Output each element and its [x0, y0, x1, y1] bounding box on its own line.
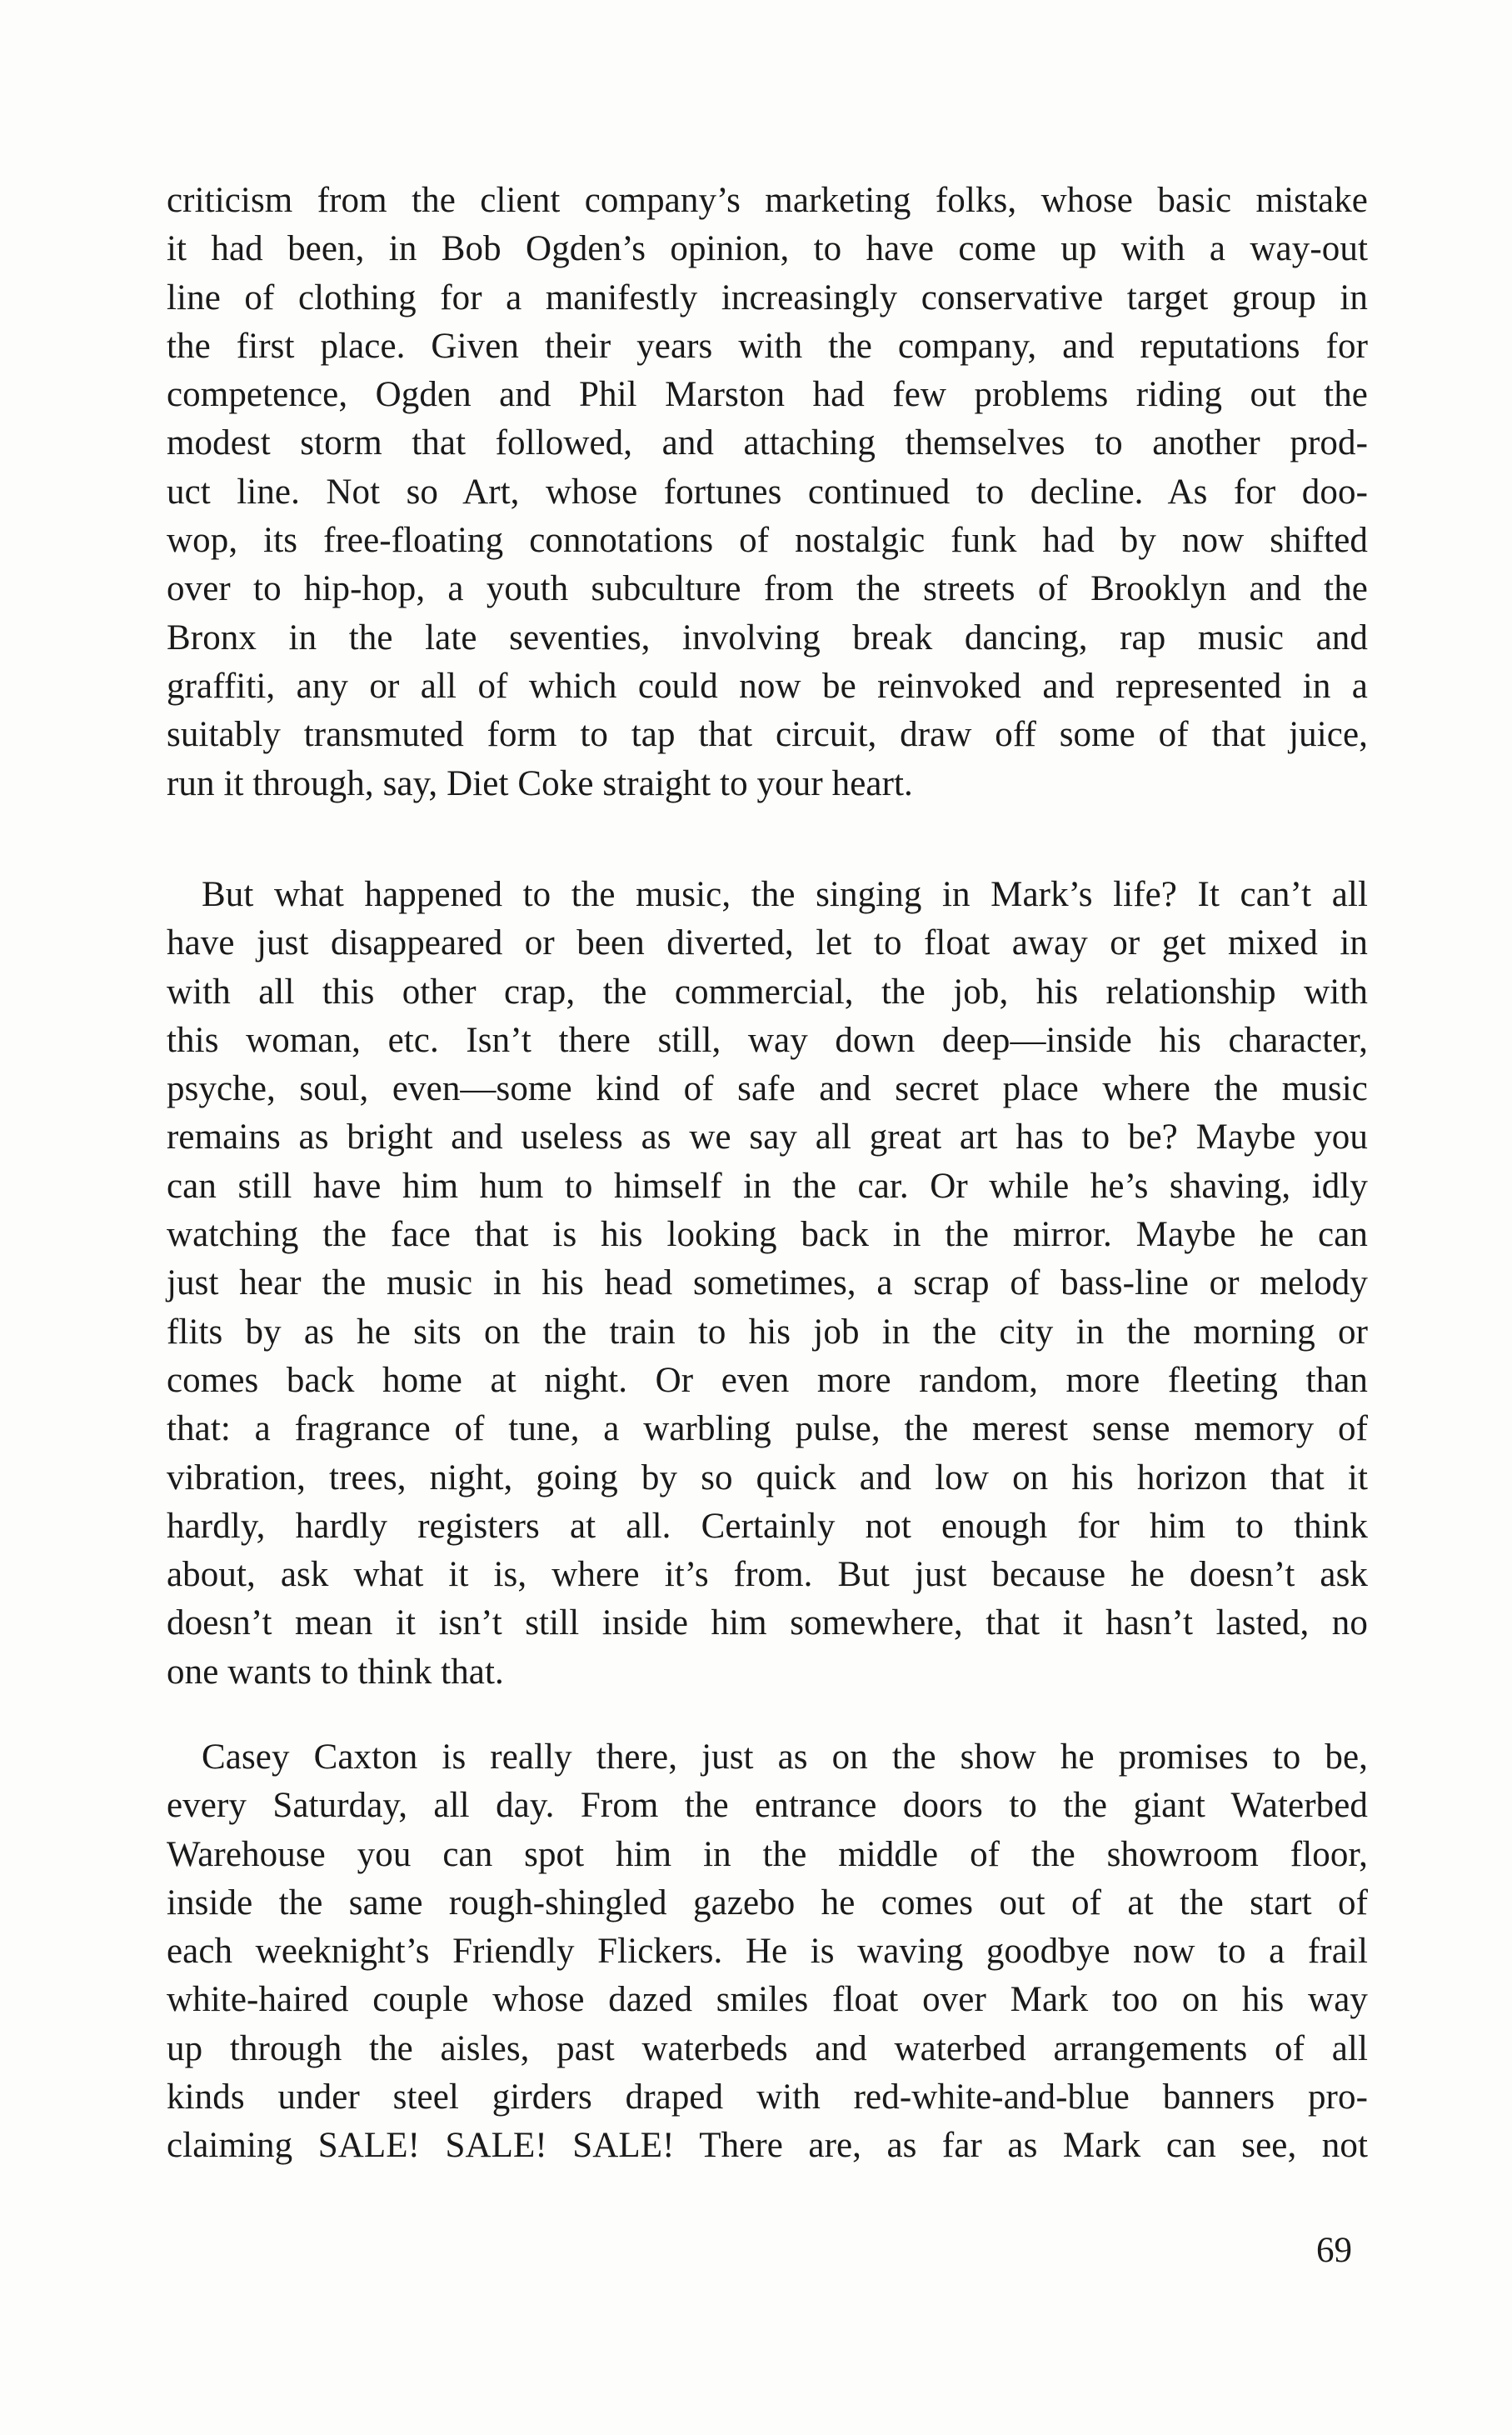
text-line: this woman, etc. Isn’t there still, way down deep—inside his character,: [167, 1020, 1368, 1060]
text-line: every Saturday, all day. From the entrance doors to the giant Waterbed: [167, 1786, 1368, 1826]
text-line: modest storm that followed, and attaching themselves to another prod-: [167, 423, 1368, 463]
text-line: up through the aisles, past waterbeds and waterbed arrangements of all: [167, 2028, 1368, 2068]
text-line: Bronx in the late seventies, involving break dancing, rap music and: [167, 618, 1368, 658]
paragraph-2: [167, 871, 1368, 1697]
text-line: vibration, trees, night, going by so quick and low on his horizon that it: [167, 1458, 1368, 1498]
text-line: have just disappeared or been diverted, let to float away or get mixed in: [167, 923, 1368, 963]
text-line: But what happened to the music, the singing in Mark’s life? It can’t all: [202, 875, 1368, 914]
text-line: hardly, hardly registers at all. Certainly not enough for him to think: [167, 1506, 1368, 1546]
text-line: inside the same rough-shingled gazebo he comes out of at the start of: [167, 1882, 1368, 1922]
text-line: Casey Caxton is really there, just as on the show he promises to be,: [202, 1738, 1368, 1777]
text-line: the first place. Given their years with the company, and reputations for: [167, 326, 1368, 366]
text-line: flits by as he sits on the train to his job in the city in the morning or: [167, 1312, 1368, 1352]
text-line: watching the face that is his looking back in the mirror. Maybe he can: [167, 1215, 1368, 1255]
page-number: 69: [1316, 2231, 1352, 2270]
text-line: line of clothing for a manifestly increasingly conservative target group in: [167, 278, 1368, 318]
text-line: white-haired couple whose dazed smiles float over Mark too on his way: [167, 1980, 1368, 2020]
text-line: Warehouse you can spot him in the middle of the showroom floor,: [167, 1834, 1368, 1874]
text-line: claiming SALE! SALE! SALE! There are, as far as Mark can see, not: [167, 2126, 1368, 2166]
text-line: with all this other crap, the commercial, the job, his relationship with: [167, 972, 1368, 1012]
text-line: over to hip-hop, a youth subculture from the streets of Brooklyn and the: [167, 569, 1368, 609]
text-line: wop, its free-floating connotations of nostalgic funk had by now shifted: [167, 521, 1368, 561]
paragraph-1: [167, 177, 1368, 808]
text-line: that: a fragrance of tune, a warbling pulse, the merest sense memory of: [167, 1409, 1368, 1449]
text-line: just hear the music in his head sometimes, a scrap of bass-line or melody: [167, 1263, 1368, 1303]
text-line: about, ask what it is, where it’s from. But just because he doesn’t ask: [167, 1555, 1368, 1595]
text-line: run it through, say, Diet Coke straight to your heart.: [167, 763, 913, 803]
text-line: graffiti, any or all of which could now be reinvoked and represented in a: [167, 666, 1368, 706]
text-line: one wants to think that.: [167, 1652, 504, 1692]
text-line: doesn’t mean it isn’t still inside him somewhere, that it hasn’t lasted, no: [167, 1603, 1368, 1643]
text-line: criticism from the client company’s marketing folks, whose basic mistake: [167, 181, 1368, 220]
text-line: remains as bright and useless as we say all great art has to be? Maybe you: [167, 1118, 1368, 1158]
text-line: each weeknight’s Friendly Flickers. He is waving goodbye now to a frail: [167, 1932, 1368, 1972]
text-line: can still have him hum to himself in the car. Or while he’s shaving, idly: [167, 1166, 1368, 1206]
text-line: it had been, in Bob Ogden’s opinion, to have come up with a way-out: [167, 229, 1368, 269]
text-line: psyche, soul, even—some kind of safe and secret place where the music: [167, 1069, 1368, 1109]
text-line: competence, Ogden and Phil Marston had few problems riding out the: [167, 375, 1368, 415]
text-line: uct line. Not so Art, whose fortunes continued to decline. As for doo-: [167, 472, 1368, 512]
text-line: comes back home at night. Or even more random, more fleeting than: [167, 1360, 1368, 1400]
text-line: suitably transmuted form to tap that circuit, draw off some of that juice,: [167, 715, 1368, 755]
paragraph-3: [167, 1733, 1368, 2171]
text-line: kinds under steel girders draped with red-white-and-blue banners pro-: [167, 2078, 1368, 2118]
